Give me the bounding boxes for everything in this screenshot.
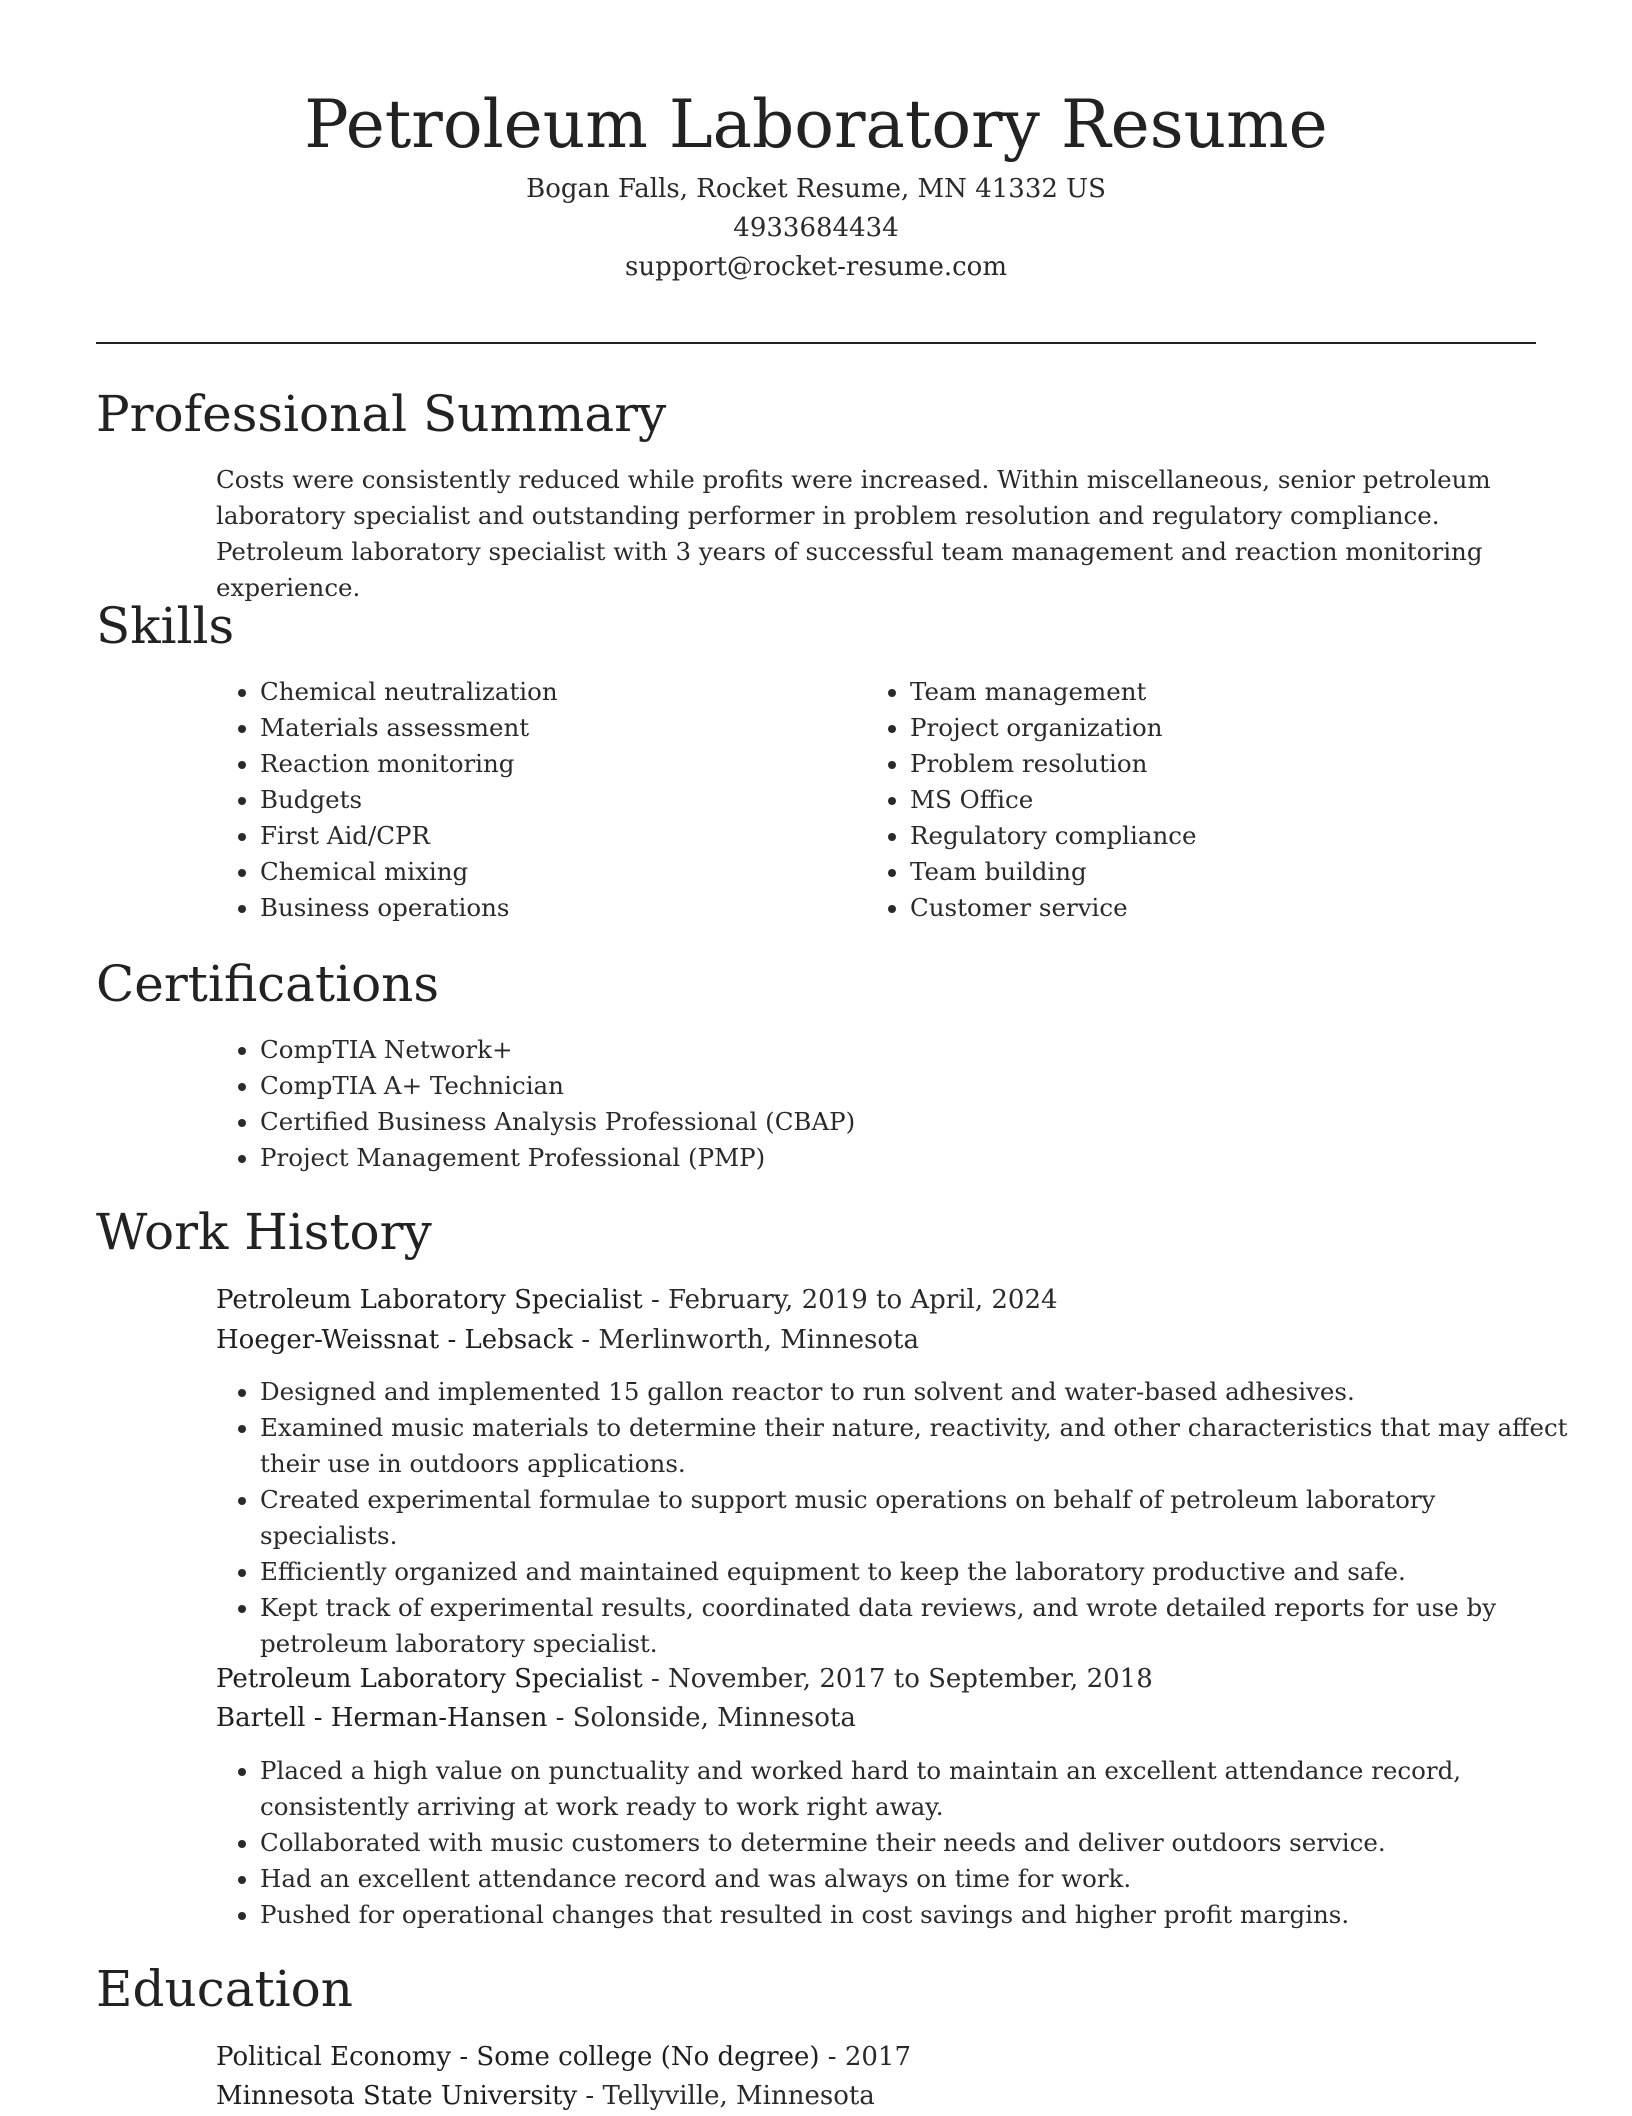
education-school-line xyxy=(216,2076,875,2116)
certification-item: • Certified Business Analysis Professional (CBAP) xyxy=(260,1104,1560,1140)
job-duty-item: • Designed and implemented 15 gallon reactor to run solvent and water-based adhesives. xyxy=(260,1374,1580,1410)
skill-item: • Materials assessment xyxy=(260,710,820,746)
education-heading: Education xyxy=(96,1960,353,2018)
job-company: Bartell - Herman-Hansen xyxy=(216,1703,548,1733)
certification-item: • Project Management Professional (PMP) xyxy=(260,1140,1560,1176)
job-dates: - November, 2017 to September, 2018 xyxy=(642,1664,1153,1694)
job-title-line xyxy=(216,1280,1058,1320)
summary-heading: Professional Summary xyxy=(96,385,667,443)
certification-item: • CompTIA Network+ xyxy=(260,1032,1560,1068)
contact-address: Bogan Falls, Rocket Resume, MN 41332 US xyxy=(526,174,1106,204)
job-duty-item: • Kept track of experimental results, coordinated data reviews, and wrote detailed reports for use by petroleum laboratory specialist. xyxy=(260,1590,1580,1662)
job-duties-list xyxy=(216,1753,1580,1933)
resume-header xyxy=(96,80,1536,287)
certifications-list xyxy=(216,1032,1560,1176)
education-school: Minnesota State University xyxy=(216,2081,578,2111)
skills-heading: Skills xyxy=(96,597,235,655)
job-duty-item: • Created experimental formulae to support music operations on behalf of petroleum laboratory specialists. xyxy=(260,1482,1580,1554)
skill-item: • Project organization xyxy=(910,710,1510,746)
skill-item: • MS Office xyxy=(910,782,1510,818)
skill-item: • Team management xyxy=(910,674,1510,710)
job-title-line xyxy=(216,1659,1153,1699)
job-duties-list xyxy=(216,1374,1580,1662)
skill-item: • Team building xyxy=(910,854,1510,890)
contact-phone: 4933684434 xyxy=(733,213,899,243)
skill-item: • Reaction monitoring xyxy=(260,746,820,782)
skill-item: • Chemical neutralization xyxy=(260,674,820,710)
skill-item: • First Aid/CPR xyxy=(260,818,820,854)
summary-text: Costs were consistently reduced while profits were increased. Within miscellaneous, senior petroleum laboratory specialist and outstanding performer in problem resolution and regulatory compliance. Petroleum laboratory specialist with 3 years of successful team management and reaction monitoring experience. xyxy=(216,465,1491,602)
skill-item: • Customer service xyxy=(910,890,1510,926)
job-duty-item: • Had an excellent attendance record and was always on time for work. xyxy=(260,1861,1580,1897)
job-location: - Merlinworth, Minnesota xyxy=(573,1325,919,1355)
certification-item: • CompTIA A+ Technician xyxy=(260,1068,1560,1104)
work-heading: Work History xyxy=(96,1203,432,1261)
education-degree: Political Economy - Some college (No degree) xyxy=(216,2042,820,2072)
job-company-line xyxy=(216,1320,919,1360)
skill-item: • Problem resolution xyxy=(910,746,1510,782)
job-duty-item: • Pushed for operational changes that resulted in cost savings and higher profit margins. xyxy=(260,1897,1580,1933)
resume-title: Petroleum Laboratory Resume xyxy=(304,86,1328,163)
skill-item: • Business operations xyxy=(260,890,820,926)
job-company: Hoeger-Weissnat - Lebsack xyxy=(216,1325,573,1355)
education-location: - Tellyville, Minnesota xyxy=(577,2081,875,2111)
job-location: - Solonside, Minnesota xyxy=(547,1703,856,1733)
header-divider xyxy=(96,342,1536,344)
job-title: Petroleum Laboratory Specialist xyxy=(216,1285,643,1315)
skill-item: • Chemical mixing xyxy=(260,854,820,890)
contact-email: support@rocket-resume.com xyxy=(624,252,1007,282)
job-company-line xyxy=(216,1698,856,1738)
skill-item: • Budgets xyxy=(260,782,820,818)
skills-list-left xyxy=(216,674,820,926)
skills-list-right xyxy=(866,674,1510,926)
job-duty-item: • Efficiently organized and maintained equipment to keep the laboratory productive and safe. xyxy=(260,1554,1580,1590)
skill-item: • Regulatory compliance xyxy=(910,818,1510,854)
job-dates: - February, 2019 to April, 2024 xyxy=(642,1285,1058,1315)
education-degree-line xyxy=(216,2037,911,2077)
job-title: Petroleum Laboratory Specialist xyxy=(216,1664,643,1694)
education-year: - 2017 xyxy=(819,2042,911,2072)
job-duty-item: • Placed a high value on punctuality and worked hard to maintain an excellent attendance record, consistently arriving at work ready to work right away. xyxy=(260,1753,1580,1825)
job-duty-item: • Collaborated with music customers to determine their needs and deliver outdoors service. xyxy=(260,1825,1580,1861)
certifications-heading: Certifications xyxy=(96,955,440,1013)
job-duty-item: • Examined music materials to determine their nature, reactivity, and other characteristics that may affect their use in outdoors applications. xyxy=(260,1410,1580,1482)
